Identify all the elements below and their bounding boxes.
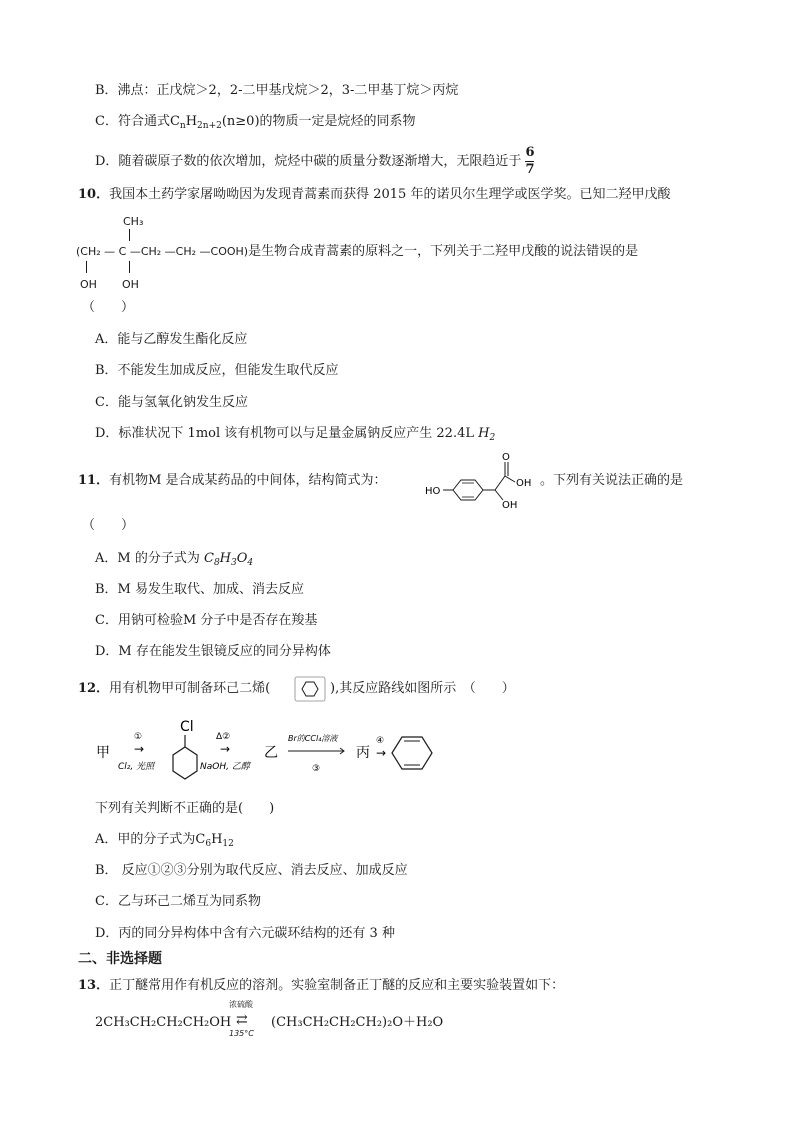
q10-formula-ch3: CH₃ [123,215,144,228]
q10-option-a: A．能与乙醇发生酯化反应 [95,332,248,347]
section-heading: 二、非选择题 [78,951,162,967]
q11-bond-oh2 [495,490,503,500]
q10-option-b: B．不能发生加成反应，但能发生取代反应 [95,363,339,378]
q13-equilibrium-arrow: ⇄ [236,1012,248,1028]
q12-chlorocyclohexane-ring [173,747,197,779]
cyclohexadiene-icon [294,676,326,702]
q10-formula-main: (CH₂ — C —CH₂ —CH₂ —COOH)是生物合成青蒿素的原料之一，下列关于二羟甲戊酸的说法错误的是 [76,244,639,259]
q11-ho-label: HO [425,486,441,497]
q11-bracket: （ ） [82,518,135,533]
q10-oh2: OH [122,278,139,291]
q12-arrow4: → [376,746,387,760]
q11-option-d: D．M 存在能发生银镜反应的同分异构体 [95,644,331,659]
q9-option-b: B．沸点：正戊烷＞2，2-二甲基戊烷＞2，3-二甲基丁烷＞丙烷 [95,83,459,98]
q12-cl-label: Cl [180,719,194,735]
q11-option-c: C．用钠可检验M 分子中是否存在羧基 [95,613,318,628]
q10-option-d: D．标准状况下 1mol 该有机物可以与足量金属钠反应产生 22.4L $H_2$ [95,426,496,443]
q12-step2-num: Δ② [216,732,231,742]
q12-arrow2: → [220,742,231,756]
q12-stem-end: ),其反应路线如图所示 （ ） [330,681,515,696]
q11-bond-oh1 [505,476,515,482]
q11-option-a: A．M 的分子式为 $C_8H_3O_4$ [95,551,254,568]
q10-oh1: OH [80,278,97,291]
q11-stem-end: 。下列有关说法正确的是 [540,473,684,488]
q12-step3-num: ③ [312,764,321,774]
q11-oh2-label: OH [502,500,518,511]
q12-option-a: A．甲的分子式为$C_6H_{12}$ [95,832,234,849]
q12-cond1: Cl₂, 光照 [118,762,155,772]
q12-option-b: B． 反应①②③分别为取代反应、消去反应、加成反应 [95,863,408,878]
q9-option-d: D．随着碳原子数的依次增加，烷烃中碳的质量分数逐渐增大，无限趋近于 $\frac{6}{7}$ [95,145,535,177]
q13-stem: 13．正丁醚常用作有机反应的溶剂。实验室制备正丁醚的反应和主要实验装置如下： [78,978,565,993]
q13-reactant: 2CH₃CH₂CH₂CH₂OH [95,1015,232,1030]
q10-option-c: C．能与氢氧化钠发生反应 [95,395,248,410]
q10-bracket: （ ） [82,300,135,315]
q12-step1-num: ① [134,732,143,742]
q13-product: (CH₃CH₂CH₂CH₂)₂O＋H₂O [271,1015,444,1030]
q12-stem: 12．用有机物甲可制备环己二烯( [78,681,271,696]
q12-judge: 下列有关判断不正确的是( ) [95,801,275,816]
q12-product-ring [392,737,432,769]
q12-cond2: NaOH, 乙醇 [200,762,250,772]
q11-option-b: B．M 易发生取代、加成、消去反应 [95,582,304,597]
q12-arrow1: → [134,742,145,756]
q12-option-c: C．乙与环己二烯互为同系物 [95,894,261,909]
q12-option-d: D．丙的同分异构体中含有六元碳环结构的还有 3 种 [95,926,395,941]
q11-stem: 11．有机物M 是合成某药品的中间体，结构简式为： [78,473,387,488]
q11-bond-carbonyl-c [495,476,505,490]
q12-cond3: Br的CCl₄溶液 [288,734,338,743]
q12-step4-num: ④ [376,736,385,746]
q10-bond-mid [129,261,130,273]
q10-stem: 10．我国本土药学家屠呦呦因为发现青蒿素而获得 2015 年的诺贝尔生理学或医学奖。已知二羟甲戊酸 [78,187,671,202]
q11-structure-m [425,450,545,512]
q12-jia: 甲 [96,745,110,761]
fraction-six-sevenths: $\frac{6}{7}$ [525,145,535,177]
q9-option-c: C．符合通式$C_nH_{2n+2}(n\ge 0)$的物质一定是烷烃的同系物 [95,114,416,131]
q11-oh1-label: OH [516,478,532,489]
q10-bond-left [86,261,87,273]
q12-reaction-scheme [92,715,452,787]
q12-yi: 乙 [264,745,278,761]
q11-o-label: O [502,452,510,463]
q13-temperature: 135°C [229,1029,254,1038]
q13-catalyst: 浓硫酸 [229,1000,253,1009]
q10-bond-top [129,229,130,241]
q12-bing: 丙 [356,745,370,761]
